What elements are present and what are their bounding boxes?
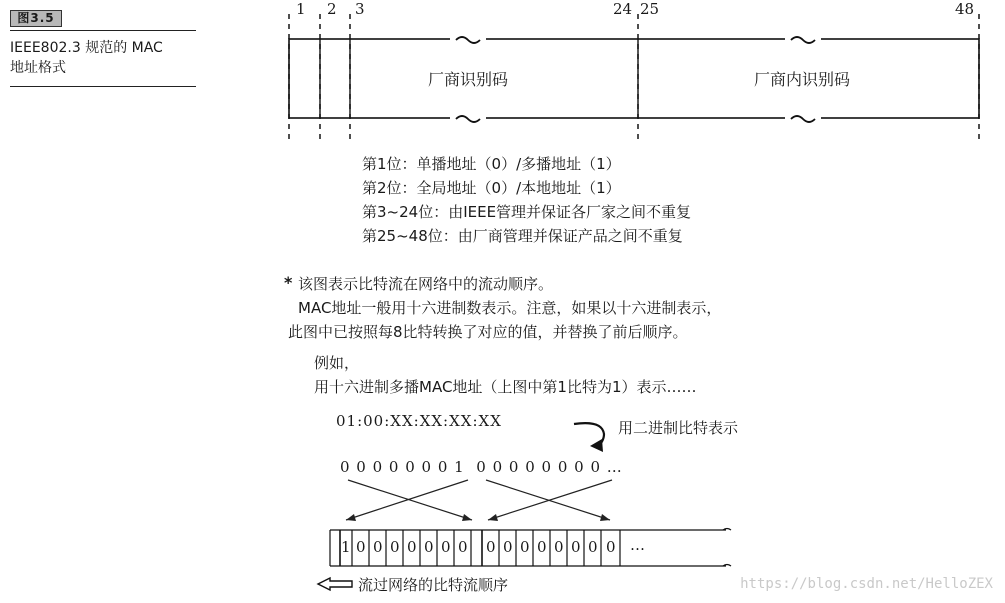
arrowhead-1 [462, 514, 472, 521]
arrow-left-1 [346, 480, 468, 520]
note-line-1: 该图表示比特流在网络中的流动顺序。 [298, 275, 554, 293]
bit-mark-2: 2 [327, 0, 337, 18]
arrow-right-2 [486, 480, 610, 520]
cell-bit: 0 [458, 538, 468, 556]
bit-mark-3: 3 [355, 0, 365, 18]
cells-ellipsis: … [630, 536, 645, 554]
curved-arrow-head [590, 439, 603, 452]
example-intro-2: 用十六进制多播MAC地址（上图中第1比特为1）表示…… [314, 378, 697, 396]
bit-legend [362, 152, 691, 248]
cell-bit: 0 [554, 538, 564, 556]
arrow-right-1 [348, 480, 472, 520]
hex-address: 01:00:XX:XX:XX:XX [336, 412, 502, 430]
flow-label: 流过网络的比特流顺序 [358, 576, 509, 594]
bit-mark-48: 48 [955, 0, 975, 18]
cell-bit: 0 [373, 538, 383, 556]
cells-tilde-top [723, 529, 731, 531]
cell-bit: 0 [390, 538, 400, 556]
bit-guides [289, 14, 979, 144]
bit-mark-1: 1 [296, 0, 306, 18]
cell-bit: 1 [341, 538, 351, 556]
cell-bit: 0 [537, 538, 547, 556]
caption-line-2: 地址格式 [10, 60, 66, 76]
example-intro-1: 例如， [314, 354, 360, 372]
note-star: * [284, 273, 293, 292]
arrowhead-3 [600, 514, 610, 521]
bit-mark-25: 25 [640, 0, 660, 18]
watermark-url: https://blog.csdn.net/HelloZEX [740, 576, 993, 592]
cell-bit: 0 [356, 538, 366, 556]
arrow-left-2 [488, 480, 612, 520]
note-line-3: 此图中已按照每8比特转换了对应的值，并替换了前后顺序。 [288, 323, 688, 341]
legend-line-2: 第2位：全局地址（0）/本地地址（1） [362, 179, 621, 197]
crossing-arrowheads [346, 514, 610, 521]
flow-arrow-icon [318, 578, 352, 590]
note-block [288, 272, 722, 344]
binary-bits: 0 0 0 0 0 0 0 1 0 0 0 0 0 0 0 0 … [340, 458, 623, 476]
arrowhead-4 [488, 514, 498, 521]
example-intro [314, 351, 697, 399]
legend-line-1: 第1位：单播地址（0）/多播地址（1） [362, 155, 621, 173]
bit-mark-24: 24 [613, 0, 633, 18]
cells-tilde-bottom [723, 565, 731, 567]
cell-bit: 0 [520, 538, 530, 556]
arrowhead-2 [346, 514, 356, 521]
cell-bit: 0 [486, 538, 496, 556]
caption-line-1: IEEE802.3 规范的 MAC [10, 40, 163, 56]
cell-bit: 0 [503, 538, 513, 556]
cell-bit: 0 [588, 538, 598, 556]
cell-bit: 0 [571, 538, 581, 556]
vendor-internal-id-label: 厂商内识别码 [754, 70, 851, 89]
vendor-id-label: 厂商识别码 [428, 70, 509, 89]
mac-address-frame [289, 39, 979, 118]
cell-bit: 0 [441, 538, 451, 556]
note-line-2: MAC地址一般用十六进制数表示。注意，如果以十六进制表示， [298, 299, 722, 317]
binary-caption: 用二进制比特表示 [618, 419, 739, 437]
figure-number: 图3.5 [10, 10, 62, 27]
legend-line-3: 第3~24位：由IEEE管理并保证各厂家之间不重复 [362, 203, 692, 221]
cell-bit: 0 [606, 538, 616, 556]
crossing-arrows [346, 480, 612, 520]
cell-bit: 0 [407, 538, 417, 556]
legend-line-4: 第25~48位：由厂商管理并保证产品之间不重复 [362, 227, 683, 245]
cell-bit: 0 [424, 538, 434, 556]
